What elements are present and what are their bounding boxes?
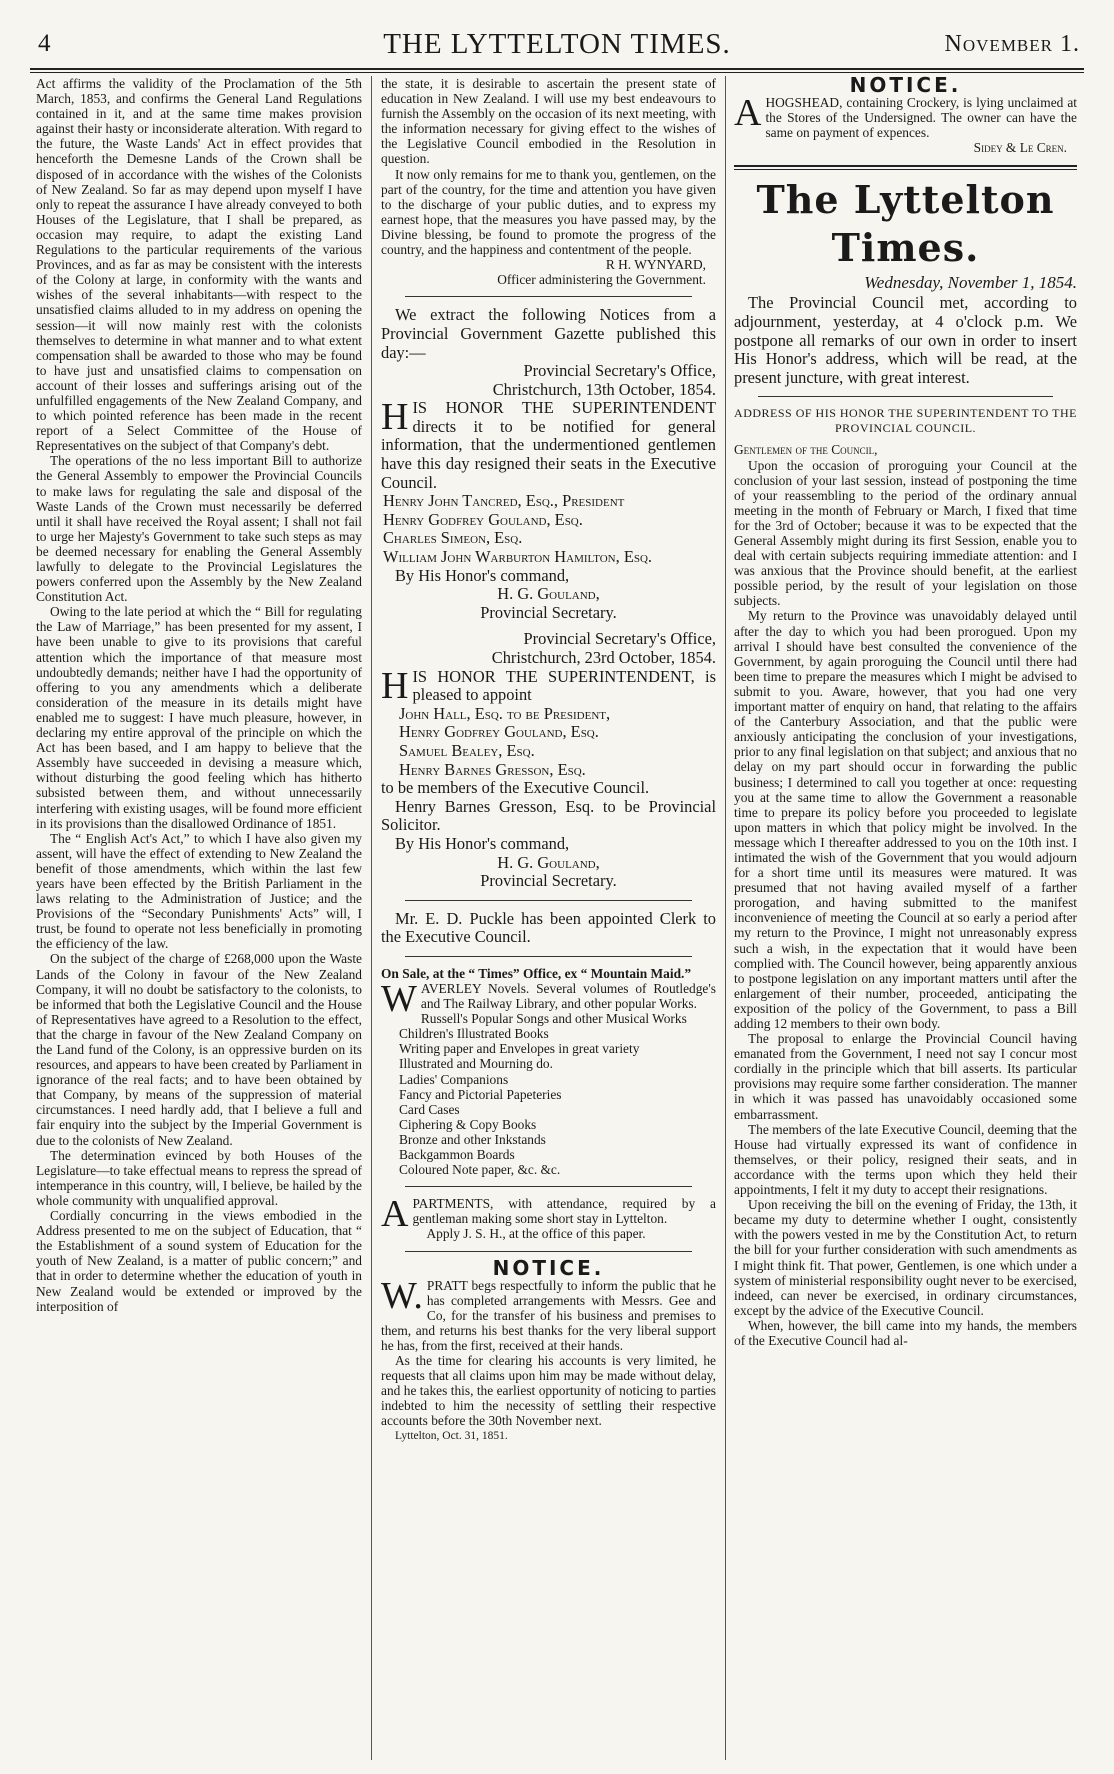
pratt-notice xyxy=(381,1274,716,1353)
list-item: Card Cases xyxy=(399,1101,460,1117)
members-line: to be members of the Executive Council. xyxy=(381,778,650,798)
list-item: Ladies' Companions xyxy=(399,1071,509,1087)
list-item: William John Warburton Hamilton, Esq. xyxy=(383,547,652,567)
divider xyxy=(405,1186,692,1187)
list-item: Russell's Popular Songs and other Musical Works xyxy=(420,1011,687,1027)
puckle-notice: Mr. E. D. Puckle has been appointed Clerk to the Executive Council. xyxy=(381,908,716,947)
signer: H. G. Gouland, xyxy=(497,852,600,872)
list-item: Writing paper and Envelopes in great variety xyxy=(399,1041,640,1057)
column-2 xyxy=(381,76,716,1760)
notice-body xyxy=(381,396,716,492)
notice-text: IS HONOR THE SUPERINTENDENT directs it to be notified for general information, that the undermentioned gentlemen have this day resigned their seats in the Executive Council. xyxy=(381,398,716,492)
list-item: Henry Barnes Gresson, Esq. xyxy=(399,759,586,779)
list-item: Henry Godfrey Gouland, Esq. xyxy=(383,509,583,529)
paragraph: As the time for clearing his accounts is very limited, he requests that all claims upon him may be made without delay, and he takes this, the earliest opportunity of noticing to parties indebted to him the necessity of settling their respective accounts before the 30th November next. xyxy=(381,1353,716,1429)
masthead-rule xyxy=(734,165,1077,170)
divider xyxy=(405,900,692,901)
list-item: Samuel Bealey, Esq. xyxy=(399,740,535,760)
paragraph: The operations of the no less important Bill to authorize the General Assembly to empower the Provincial Councils to make laws for regulating the sale and disposal of the Waste Lands of the Crown must necessarily be deferred until it shall have received the Royal assent; I shall not fail to urge her Majesty's Government to take such steps as may be deemed necessary for enabling the General Assembly lawfully to delegate to the Provincial Legislatures the powers conferred upon the Assembly by the New Zealand Constitution Act. xyxy=(36,453,362,605)
column-1 xyxy=(36,76,362,1760)
notice-heading: NOTICE. xyxy=(849,76,962,97)
divider xyxy=(758,396,1053,397)
paragraph: Upon the occasion of proroguing your Council at the conclusion of your last session, instead of postponing the time of your reassembling to the period of the ordinary annual meeting in the month of February or March, I fixed that time for the 3rd of October; because it was to be expected that the General Assembly might during its first Session, enable you to deal with certain subjects requiring immediate attention: and I was anxious that the Province should benefit, at the earliest possible period, by the result of your legislation on those subjects. xyxy=(734,457,1077,609)
paragraph: On the subject of the charge of £268,000 upon the Waste Lands of the Colony in favour of the New Zealand Company, it will no doubt be satisfactory to the colonists, to be informed that both the Legislative Council and the House of Representatives have agreed to a Resolution to the effect, that the charge in favour of the New Zealand Company on the Land fund of the Colony, is an oppressive burden on its resources, and appears to have been created by Parliament in ignorance of the real facts; and to have been obtained by that Company, by means of the suppression of material circumstances. I need hardly add, that I believe a full and fair enquiry into the subject by the Imperial Government is due to the colonists of New Zealand. xyxy=(36,951,362,1148)
divider xyxy=(405,956,692,957)
notice-text: HOGSHEAD, containing Crockery, is lying unclaimed at the Stores of the Undersigned. The owner can have the same on payment of expences. xyxy=(765,95,1077,141)
list-item: Charles Simeon, Esq. xyxy=(383,528,523,548)
list-item: Fancy and Pictorial Papeteries xyxy=(399,1086,562,1102)
drop-cap: A xyxy=(381,1193,409,1236)
notice-office: Provincial Secretary's Office, xyxy=(523,629,716,649)
paragraph: When, however, the bill came into my hands, the members of the Executive Council had al- xyxy=(734,1317,1077,1348)
divider xyxy=(405,296,692,297)
hogshead-notice xyxy=(734,92,1077,141)
divider xyxy=(405,1251,692,1252)
masthead: The Lyttelton Times. xyxy=(756,177,1055,271)
paragraph: The “ English Act's Act,” to which I have also given my assent, will have the effect of extending to New Zealand the benefit of those amendments, which within the last few years have been effected by the British Parliament in the laws relating to the Administration of Justice; and the Provisions of the “Secondary Punishments' Acts” will, I trust, be found to operate not less beneficially in promoting the efficiency of the law. xyxy=(36,830,362,952)
paragraph: My return to the Province was unavoidably delayed until after the day to which you had been prorogued. Upon my arrival I should have best consulted the convenience of the Government, by again proroguing the Council until there had been time to prepare the measures which I might be advised to submit to you. Aware, however, that you had one very important matter of enquiry on hand, that relating to the affairs of the Canterbury Association, and that the public were anxiously anticipating the conclusion of your investigations, prior to any final legislation on that subject; and anxious that no delay on my part should occur in forwarding the public business; I determined to call you together at once: requesting you at the same time to allow the Government a reasonable time to prepare its policy before you proceeded to legislate upon matters in which that policy might be involved. In the message which I thereafter addressed to you on the 10th inst. I intimated the wish of the Government that you would adjourn for a short time until its measures were matured. It was presumed that not having availed myself of a farther prorogation, and having submitted to the manifest inconvenience of meeting the Council at so early a period after my return to the Province, I might not unreasonably express such a wish, in the expectation that it would have been complied with. The Council however, being apparently anxious to postpone legislation on any important matters until after the enlargement of their number, proceeded, anticipating the exposition of the policy of the Government, to pass a Bill adding 12 members to their own body. xyxy=(734,608,1077,1031)
list-item: Henry Godfrey Gouland, Esq. xyxy=(399,722,599,742)
apartments-apply: Apply J. S. H., at the office of this paper. xyxy=(426,1226,646,1242)
paragraph: Act affirms the validity of the Proclamation of the 5th March, 1853, and confirms the General Land Regulations contained in it, and at the same time makes provision against their hasty or inconsiderate alteration. With regard to the future, the Waste Lands' Act in effect provides that henceforth the Demesne Lands of the Crown shall be disposed of in accordance with the wishes of the Colonists of New Zealand. So far as may depend upon myself I have only to repeat the assurance I have already conveyed to both Houses of the Legislature, that I shall be prepared, as occasion may require, to adapt the existing Land Regulations to the particular requirements of the various Provinces, and as far as may be consistent with the interests of the Colony at large, in conformity with the wants and wishes of the several inhabitants—with respect to the unsatisfied claims alluded to in my address on opening the session—it will now mainly rest with the colonists themselves to determine in what manner and to what extent compensation shall be awarded to those who may be found to have just and unsatisfied claims to compensation on account of their losses and sufferings arising out of the unfulfilled engagements of the New Zealand Company, and to which pointed reference has been made in the recent report of a Select Committee of the House of Representatives on the subject of that Company's debt. xyxy=(36,76,362,454)
drop-cap: W xyxy=(381,978,417,1020)
ad-text: PARTMENTS, with attendance, required by a gentleman making some short stay in Lyttelton. xyxy=(412,1196,716,1227)
notice-text: PRATT begs respectfully to inform the public that he has completed arrangements with Messrs. Gee and Co, for the transfer of his business and premises to them, and returns his best thanks for the very liberal support he has, from the first, received at their hands. xyxy=(381,1277,716,1353)
drop-cap: W. xyxy=(381,1274,423,1317)
command-line: By His Honor's command, xyxy=(395,833,570,853)
ad-text: AVERLEY Novels. Several volumes of Routledge's and The Railway Library, and other popular Works. xyxy=(420,981,716,1012)
lead-paragraph: The Provincial Council met, according to adjournment, yesterday, at 4 o'clock p.m. We postpone all remarks of our own in order to insert His Honor's address, which will be read, at the present juncture, with great interest. xyxy=(734,293,1077,387)
notice-date: Christchurch, 13th October, 1854. xyxy=(492,379,716,399)
list-item: Coloured Note paper, &c. &c. xyxy=(399,1162,561,1178)
sale-heading: On Sale, at the “ Times” Office, ex “ Mountain Maid.” xyxy=(381,965,692,981)
column-divider xyxy=(371,76,372,1760)
paragraph: The members of the late Executive Council, deeming that the House had virtually expressed its want of confidence in themselves, or their policy, resigned their seats, and in accordance with the terms upon which they held their appointments, I felt it my duty to accept their resignations. xyxy=(734,1121,1077,1198)
list-item: Bronze and other Inkstands xyxy=(399,1131,546,1147)
notice-signer: Sidey & Le Cren. xyxy=(973,140,1067,156)
list-item: John Hall, Esq. to be President, xyxy=(399,703,611,723)
solicitor-line: Henry Barnes Gresson, Esq. to be Provincial Solicitor. xyxy=(381,796,716,835)
paragraph: The proposal to enlarge the Provincial Council having emanated from the Government, I need not say I concur most cordially in the principle which that bill asserts. Its particular provisions may require some farther consideration. The manner in which it was passed has unavoidably occasioned some embarrassment. xyxy=(734,1031,1077,1122)
command-line: By His Honor's command, xyxy=(395,565,570,585)
drop-cap: H xyxy=(381,396,409,439)
signer: H. G. Gouland, xyxy=(497,584,600,604)
notice-date: Christchurch, 23rd October, 1854. xyxy=(491,648,716,667)
list-item: Illustrated and Mourning do. xyxy=(399,1056,553,1072)
page-number: 4 xyxy=(38,30,51,57)
paragraph: Cordially concurring in the views embodied in the Address presented to me on the subject of Education, that “ the Establishment of a sound system of Education for the youth of New Zealand, is a matter of public concern;” and that in order to determine whether the education of youth in New Zealand would be extended or improved by the interposition of xyxy=(36,1208,362,1314)
list-item: Henry John Tancred, Esq., President xyxy=(383,491,625,511)
sale-list xyxy=(381,1011,716,1177)
newspaper-title: THE LYTTELTON TIMES. xyxy=(383,28,731,60)
signer-role: Provincial Secretary. xyxy=(480,871,617,891)
list-item: Children's Illustrated Books xyxy=(399,1026,549,1042)
column-divider xyxy=(725,76,726,1760)
masthead-date: Wednesday, November 1, 1854. xyxy=(864,273,1077,293)
extract-intro: We extract the following Notices from a Provincial Government Gazette published this day:— xyxy=(381,305,716,362)
gazette-notices xyxy=(381,306,716,947)
address-title: ADDRESS OF HIS HONOR THE SUPERINTENDENT TO THE PROVINCIAL COUNCIL. xyxy=(734,406,1077,436)
drop-cap: A xyxy=(734,92,762,135)
paragraph: Upon receiving the bill on the evening of Friday, the 13th, it became my duty to determine whether I ought, consistently with the powers vested in me by the Constitution Act, to return the bill for your further consideration with such amendments as I might think fit. That power, Gentlemen, is one which under a system of ministerial responsibility ought never to be exercised, indeed, can never be exercised, in ordinary circumstances, except by the advice of the Executive Council. xyxy=(734,1197,1077,1318)
notice-body xyxy=(381,664,716,707)
paragraph: It now only remains for me to thank you, gentlemen, on the part of the country, for the time and attention you have given to the discharge of your public duties, and to express my earnest hope, that the measures you have passed may, by the Divine blessing, be found to promote the progress of the country, and the happiness and contentment of the people. xyxy=(381,166,716,258)
issue-date: November 1. xyxy=(944,31,1080,57)
notice-text: IS HONOR THE SUPERINTENDENT, is pleased to appoint xyxy=(412,666,716,705)
notice-dateline: Lyttelton, Oct. 31, 1851. xyxy=(395,1429,508,1442)
notice-office: Provincial Secretary's Office, xyxy=(523,361,716,381)
notice-heading: NOTICE. xyxy=(492,1255,605,1280)
paragraph: Owing to the late period at which the “ Bill for regulating the Law of Marriage,” has been presented for my assent, I have been unable to give to its provisions that careful attention which the importance of that measure most undoubtedly demands; neither have I had the opportunity of offering to you any amendments which a deliberate consideration of the measure in its details might have enabled me to suggest: I have much pleasure, however, in declaring my entire approval of the principle on which the Act has been based, and I am happy to believe that the Assembly have succeeded in devising a measure which, without disturbing the good feeling which has hitherto subsisted between them, and without unnecessarily interfering with existing usages, will be found more efficient in its provisions than the disallowed Ordinance of 1851. xyxy=(36,604,362,831)
page-header xyxy=(30,24,1084,66)
column-3 xyxy=(734,76,1077,1760)
list-item: Ciphering & Copy Books xyxy=(399,1116,537,1132)
paragraph: the state, it is desirable to ascertain the present state of education in New Zealand. I will use my best endeavours to furnish the Assembly on the occasion of its next meeting, with the information necessary for giving effect to the wishes of the Legislative Council embodied in the Resolution in question. xyxy=(381,76,716,167)
signer-role: Provincial Secretary. xyxy=(480,602,617,622)
salutation: Gentlemen of the Council, xyxy=(734,442,878,458)
signature-title: Officer administering the Government. xyxy=(497,272,706,288)
paragraph: The determination evinced by both Houses of the Legislature—to take effectual means to repress the spread of intemperance in this country, will, I believe, be hailed by the whole community with unqualified approval. xyxy=(36,1147,362,1208)
signature-name: R H. WYNYARD, xyxy=(605,257,706,273)
header-rule xyxy=(30,68,1084,73)
list-item: Backgammon Boards xyxy=(399,1147,515,1163)
drop-cap: H xyxy=(381,664,409,707)
